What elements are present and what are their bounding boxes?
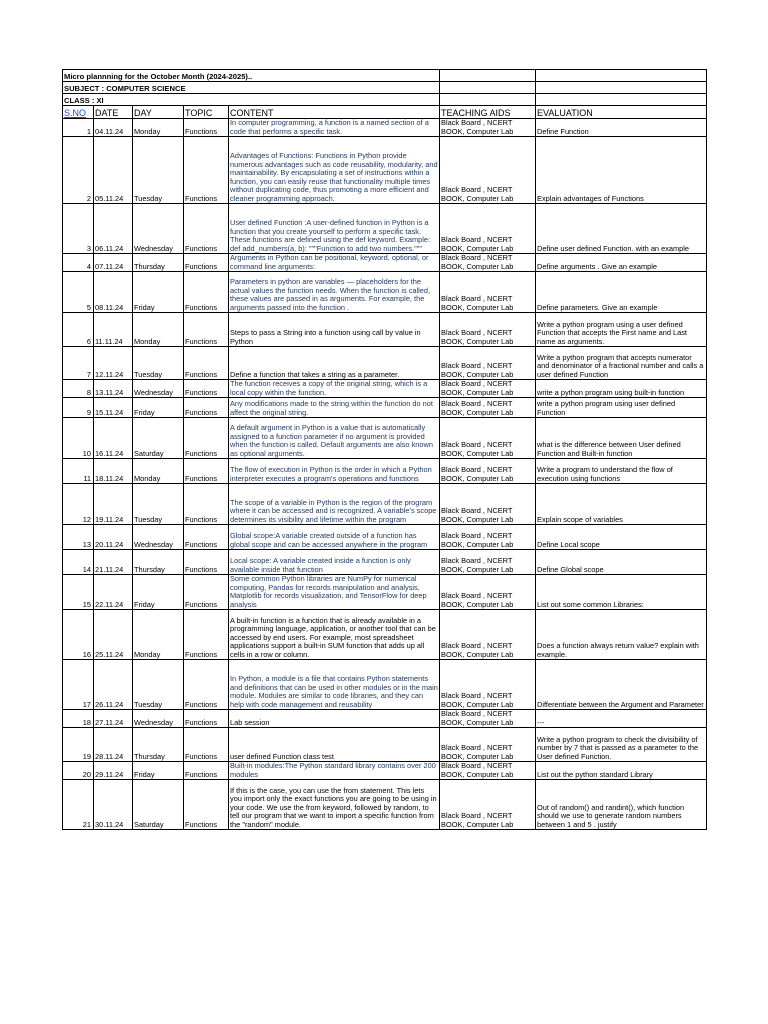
cell-date: 16.11.24 [94, 418, 133, 459]
cell-topic: Functions [184, 380, 229, 398]
cell-content: Steps to pass a String into a function using call by value in Python [229, 313, 440, 347]
cell-date: 28.11.24 [94, 728, 133, 762]
cell-date: 30.11.24 [94, 780, 133, 830]
header-teaching-aids: TEACHING AIDS [440, 106, 536, 119]
cell-sno: 3 [63, 204, 94, 254]
cell-day: Monday [133, 119, 184, 137]
cell-content: The scope of a variable in Python is the region of the program where it can be accessed and is recognized. A variable's scope determines its visibility and lifetime within the program [229, 484, 440, 525]
cell-teaching-aids: Black Board , NCERT BOOK, Computer Lab [440, 347, 536, 380]
cell-sno: 14 [63, 550, 94, 575]
header-sno[interactable] [63, 106, 94, 119]
cell-teaching-aids: Black Board , NCERT BOOK, Computer Lab [440, 710, 536, 728]
cell-sno: 1 [63, 119, 94, 137]
cell-sno: 12 [63, 484, 94, 525]
cell-sno: 10 [63, 418, 94, 459]
cell-evaluation: write a python program using built-in function [536, 380, 707, 398]
subject-label: SUBJECT : COMPUTER SCIENCE [63, 82, 440, 94]
cell-teaching-aids: Black Board , NCERT BOOK, Computer Lab [440, 610, 536, 660]
cell-day: Wednesday [133, 204, 184, 254]
cell-date: 25.11.24 [94, 610, 133, 660]
cell-content: The flow of execution in Python is the order in which a Python interpreter executes a program's operations and functions [229, 459, 440, 484]
cell-teaching-aids: Black Board , NCERT BOOK, Computer Lab [440, 550, 536, 575]
cell-teaching-aids: Black Board , NCERT BOOK, Computer Lab [440, 459, 536, 484]
cell-content: The function receives a copy of the original string, which is a local copy within the function. [229, 380, 440, 398]
cell-day: Tuesday [133, 347, 184, 380]
cell-date: 04.11.24 [94, 119, 133, 137]
cell-teaching-aids: Black Board , NCERT BOOK, Computer Lab [440, 575, 536, 610]
cell-day: Wednesday [133, 525, 184, 550]
cell-date: 12.11.24 [94, 347, 133, 380]
cell-evaluation: Does a function always return value? explain with example. [536, 610, 707, 660]
header-evaluation: EVALUATION [536, 106, 707, 119]
cell-date: 22.11.24 [94, 575, 133, 610]
cell-evaluation: Define Function [536, 119, 707, 137]
cell-teaching-aids: Black Board , NCERT BOOK, Computer Lab [440, 137, 536, 204]
cell-teaching-aids: Black Board , NCERT BOOK, Computer Lab [440, 728, 536, 762]
cell-sno: 9 [63, 398, 94, 418]
cell-sno: 13 [63, 525, 94, 550]
cell-evaluation: Explain scope of variables [536, 484, 707, 525]
cell-evaluation: Define parameters. Give an example [536, 272, 707, 313]
title-row [63, 70, 707, 82]
cell-topic: Functions [184, 347, 229, 380]
cell-teaching-aids: Black Board , NCERT BOOK, Computer Lab [440, 762, 536, 780]
empty-cell [536, 94, 707, 106]
cell-sno: 18 [63, 710, 94, 728]
table-row [63, 728, 707, 762]
table-row [63, 313, 707, 347]
cell-day: Wednesday [133, 710, 184, 728]
cell-day: Tuesday [133, 137, 184, 204]
class-label: CLASS : XI [63, 94, 440, 106]
cell-topic: Functions [184, 459, 229, 484]
empty-cell [440, 82, 536, 94]
cell-sno: 6 [63, 313, 94, 347]
cell-teaching-aids: Black Board , NCERT BOOK, Computer Lab [440, 525, 536, 550]
cell-topic: Functions [184, 398, 229, 418]
cell-evaluation: Define Local scope [536, 525, 707, 550]
cell-evaluation: Explain advantages of Functions [536, 137, 707, 204]
cell-teaching-aids: Black Board , NCERT BOOK, Computer Lab [440, 204, 536, 254]
cell-day: Friday [133, 762, 184, 780]
cell-day: Friday [133, 575, 184, 610]
cell-content: user defined Function class test [229, 728, 440, 762]
cell-sno: 19 [63, 728, 94, 762]
cell-sno: 17 [63, 660, 94, 710]
table-row [63, 254, 707, 272]
cell-date: 11.11.24 [94, 313, 133, 347]
cell-date: 07.11.24 [94, 254, 133, 272]
table-row [63, 762, 707, 780]
class-row [63, 94, 707, 106]
cell-topic: Functions [184, 550, 229, 575]
table-row [63, 550, 707, 575]
cell-evaluation: Differentiate between the Argument and Parameter [536, 660, 707, 710]
cell-day: Friday [133, 398, 184, 418]
header-date: DATE [94, 106, 133, 119]
cell-sno: 8 [63, 380, 94, 398]
cell-topic: Functions [184, 137, 229, 204]
cell-content: Lab session [229, 710, 440, 728]
cell-content: Built-in modules:The Python standard library contains over 200 modules [229, 762, 440, 780]
cell-evaluation: List out the python standard Library [536, 762, 707, 780]
cell-content: A built-in function is a function that is already available in a programming language, application, or another tool that can be accessed by end users. For example, most spreadsheet applications support a built-in SUM function that adds up all cells in a row or column. [229, 610, 440, 660]
cell-teaching-aids: Black Board , NCERT BOOK, Computer Lab [440, 119, 536, 137]
cell-topic: Functions [184, 610, 229, 660]
table-row [63, 204, 707, 254]
cell-day: Tuesday [133, 660, 184, 710]
cell-teaching-aids: Black Board , NCERT BOOK, Computer Lab [440, 484, 536, 525]
cell-topic: Functions [184, 418, 229, 459]
header-row [63, 106, 707, 119]
cell-day: Thursday [133, 728, 184, 762]
cell-day: Wednesday [133, 380, 184, 398]
cell-evaluation: Write a python program that accepts numerator and denominator of a fractional number and calls a user defined Function [536, 347, 707, 380]
cell-teaching-aids: Black Board , NCERT BOOK, Computer Lab [440, 660, 536, 710]
table-row [63, 418, 707, 459]
table-row [63, 525, 707, 550]
cell-content: Parameters in python are variables — placeholders for the actual values the function needs. When the function is called, these values are passed in as arguments. For example, the arguments passed into the function . [229, 272, 440, 313]
cell-day: Saturday [133, 418, 184, 459]
cell-date: 29.11.24 [94, 762, 133, 780]
cell-content: If this is the case, you can use the from statement. This lets you import only the exact functions you are going to be using in your code. We use the from keyword, followed by random, to tell our program that we want to import a specific function from the "random" module. [229, 780, 440, 830]
cell-topic: Functions [184, 710, 229, 728]
cell-topic: Functions [184, 484, 229, 525]
cell-date: 13.11.24 [94, 380, 133, 398]
cell-day: Thursday [133, 550, 184, 575]
cell-date: 06.11.24 [94, 204, 133, 254]
cell-day: Monday [133, 610, 184, 660]
cell-topic: Functions [184, 525, 229, 550]
cell-date: 20.11.24 [94, 525, 133, 550]
cell-topic: Functions [184, 780, 229, 830]
document-title: Micro plannning for the October Month (2024-2025).. [63, 70, 440, 82]
empty-cell [440, 70, 536, 82]
cell-day: Thursday [133, 254, 184, 272]
empty-cell [536, 82, 707, 94]
cell-content: Advantages of Functions: Functions in Python provide numerous advantages such as code reusability, modularity, and maintainability. By encapsulating a set of instructions within a function, you can easily reuse that functionality multiple times without duplicating code, thus promoting a more efficient and cleaner programming approach. [229, 137, 440, 204]
table-row [63, 459, 707, 484]
table-row [63, 272, 707, 313]
cell-date: 18.11.24 [94, 459, 133, 484]
empty-cell [536, 70, 707, 82]
cell-topic: Functions [184, 660, 229, 710]
cell-date: 08.11.24 [94, 272, 133, 313]
cell-teaching-aids: Black Board , NCERT BOOK, Computer Lab [440, 254, 536, 272]
cell-date: 26.11.24 [94, 660, 133, 710]
cell-day: Monday [133, 459, 184, 484]
cell-content: Global scope:A variable created outside of a function has global scope and can be accessed anywhere in the program [229, 525, 440, 550]
cell-date: 05.11.24 [94, 137, 133, 204]
table-row [63, 398, 707, 418]
header-day: DAY [133, 106, 184, 119]
cell-evaluation: Write a python program using a user defined Function that accepts the First name and Last name as arguments. [536, 313, 707, 347]
cell-content: A default argument in Python is a value that is automatically assigned to a function parameter if no argument is provided when the function is called. Default arguments are also known as optional arguments. [229, 418, 440, 459]
cell-evaluation: Write a python program to check the divisibility of number by 7 that is passed as a parameter to the User defined Function. [536, 728, 707, 762]
cell-sno: 2 [63, 137, 94, 204]
cell-topic: Functions [184, 575, 229, 610]
table-row [63, 119, 707, 137]
table-row [63, 780, 707, 830]
cell-day: Monday [133, 313, 184, 347]
cell-sno: 21 [63, 780, 94, 830]
cell-topic: Functions [184, 728, 229, 762]
cell-sno: 5 [63, 272, 94, 313]
cell-content: Arguments in Python can be positional, keyword, optional, or command line arguments: [229, 254, 440, 272]
subject-row [63, 82, 707, 94]
cell-evaluation: Define user defined Function. with an example [536, 204, 707, 254]
micro-planning-table [62, 69, 707, 830]
cell-teaching-aids: Black Board , NCERT BOOK, Computer Lab [440, 780, 536, 830]
cell-day: Saturday [133, 780, 184, 830]
cell-date: 21.11.24 [94, 550, 133, 575]
cell-evaluation: --- [536, 710, 707, 728]
table-row [63, 484, 707, 525]
cell-evaluation: Define arguments . Give an example [536, 254, 707, 272]
cell-day: Friday [133, 272, 184, 313]
header-content: CONTENT [229, 106, 440, 119]
cell-topic: Functions [184, 254, 229, 272]
cell-sno: 15 [63, 575, 94, 610]
cell-sno: 4 [63, 254, 94, 272]
cell-content: Define a function that takes a string as a parameter. [229, 347, 440, 380]
cell-content: Local scope: A variable created inside a function is only available inside that function [229, 550, 440, 575]
cell-evaluation: write a python program using user defined Function [536, 398, 707, 418]
cell-evaluation: List out some common Libraries: [536, 575, 707, 610]
cell-sno: 20 [63, 762, 94, 780]
cell-teaching-aids: Black Board , NCERT BOOK, Computer Lab [440, 398, 536, 418]
table-row [63, 710, 707, 728]
cell-date: 27.11.24 [94, 710, 133, 728]
cell-date: 19.11.24 [94, 484, 133, 525]
cell-topic: Functions [184, 272, 229, 313]
cell-sno: 11 [63, 459, 94, 484]
cell-topic: Functions [184, 762, 229, 780]
sno-link[interactable]: S.NO [64, 108, 87, 118]
cell-teaching-aids: Black Board , NCERT BOOK, Computer Lab [440, 380, 536, 398]
cell-day: Tuesday [133, 484, 184, 525]
cell-teaching-aids: Black Board , NCERT BOOK, Computer Lab [440, 272, 536, 313]
cell-content: Some common Python libraries are NumPy for numerical computing, Pandas for records manipulation and analysis, Matplotlib for records visualization, and TensorFlow for deep analysis [229, 575, 440, 610]
cell-topic: Functions [184, 204, 229, 254]
table-row [63, 347, 707, 380]
cell-sno: 7 [63, 347, 94, 380]
empty-cell [440, 94, 536, 106]
cell-date: 15.11.24 [94, 398, 133, 418]
cell-content: In Python, a module is a file that contains Python statements and definitions that can be used in other modules or in the main module. Modules are similar to code libraries, and they can help with code management and reusability [229, 660, 440, 710]
cell-content: Any modifications made to the string within the function do not affect the original string. [229, 398, 440, 418]
cell-evaluation: Define Global scope [536, 550, 707, 575]
cell-content: User defined Function :A user-defined function in Python is a function that you create yourself to perform a specific task. These functions are defined using the def keyword. Example: def add_numbers(a, b): """Function to add two numbers.""" [229, 204, 440, 254]
table-row [63, 137, 707, 204]
cell-topic: Functions [184, 119, 229, 137]
cell-content: In computer programming, a function is a named section of a code that performs a specific task. [229, 119, 440, 137]
table-row [63, 380, 707, 398]
cell-sno: 16 [63, 610, 94, 660]
table-row [63, 575, 707, 610]
table-row [63, 660, 707, 710]
cell-evaluation: what is the difference between User defined Function and Built-in function [536, 418, 707, 459]
cell-evaluation: Out of random() and randint(), which function should we use to generate random numbers between 1 and 5 . justify [536, 780, 707, 830]
cell-teaching-aids: Black Board , NCERT BOOK, Computer Lab [440, 418, 536, 459]
cell-evaluation: Write a program to understand the flow of execution using functions [536, 459, 707, 484]
header-topic: TOPIC [184, 106, 229, 119]
cell-teaching-aids: Black Board , NCERT BOOK, Computer Lab [440, 313, 536, 347]
table-row [63, 610, 707, 660]
cell-topic: Functions [184, 313, 229, 347]
